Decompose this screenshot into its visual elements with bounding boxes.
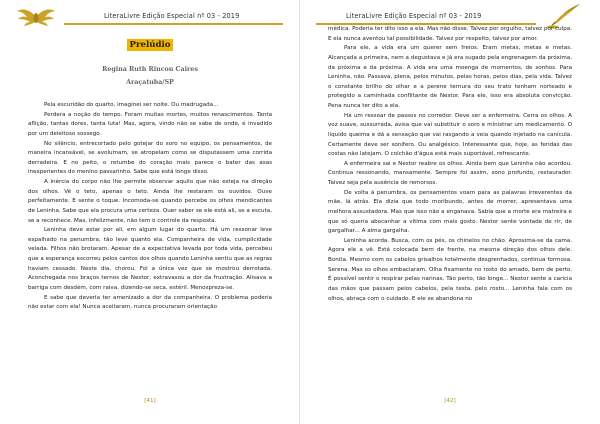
paragraph: Para ele, a vida era um querer sem freios. Eram metas, metas e metas. Alcançada a primeira, nem a degustava e já era sugado pela engrenagem da próxima, da próxima e da próxima. A vida era uma moenga de momentos, de sonhos. Para Leninha, não. Passava, plena, pelos minutos, pelas horas, pelos dias, pela vida. Talvez o constante brilho do olhar e a perene ternura do seu trato tenham norteado e protegido a caminhada conflitante de Nestor. Para ele, isso era absoluta convicção. Pena nunca ter dito a ela. xyxy=(328,45,572,109)
paragraph: De volta à penumbra, os pensamentos voam para as palavras irreverentes da mãe, lá atrás. Ela dizia que todo moribundo, antes de morrer, apresentava uma melhora assustadora. Mas que isso não a enganava. Sabia que a morte era matreira e que só queria abocanhar a vítima com mais gosto. Nestor sente vontade de rir, de gargalhar... A alma gargalha. xyxy=(328,189,572,235)
paragraph: No silêncio, entrecortado pelo gotejar do soro no equipo, os pensamentos, de maneira incansável, se avolumam, se atropelam como se disputassem uma corrida derradeira. E no peito, o retumbe do coração mais parece o bater das asas inexperientes do menino passarinho. Sabe que está longe disso. xyxy=(28,140,272,176)
paragraph: A enfermeira sai e Nestor reabre os olhos. Ainda bem que Leninha não acordou. Continua ressonando, mansamente. Sempre foi assim, sono profundo, restaurador. Talvez seja pela ausência de remorsos. xyxy=(328,160,572,186)
running-title: LiteraLivre Edição Especial nº 03 - 2019 xyxy=(346,12,482,20)
paragraph: Há um ressoar de passos no corredor. Deve ser a enfermeira. Cerra os olhos. A voz suave, sussurrada, avisa que vai substituir o soro e ministrar um medicamento. O líquido queima e dá a sensação que vai rasgando a veia quando injetado na canícula. Certamente deve ser sonífero. Ou analgésico. Interessante que, hoje, as feridas das costas não latejam. O colchão d'água está mais suportável, refrescante. xyxy=(328,112,572,158)
body-text xyxy=(28,101,272,313)
paragraph: E sabe que deveria ter amenizado a dor da companheira. O problema poderia não estar com ela! Nunca aceitaram, nunca procuraram orientação xyxy=(28,294,272,311)
body-text xyxy=(328,25,572,304)
winged-logo-icon xyxy=(16,3,56,29)
running-title: LiteraLivre Edição Especial nº 03 - 2019 xyxy=(104,12,240,20)
page-number: [41] xyxy=(144,398,156,404)
header-rule xyxy=(64,23,283,25)
paragraph: médica. Poderia ter dito isso a ela. Mas não disse. Talvez por orgulho, talvez por culpa. E ela nunca aventou tal possibilidade. Talvez por respeito, talvez por amor. xyxy=(328,26,572,42)
right-page xyxy=(300,0,600,424)
paragraph: Perdera a noção do tempo. Foram muitas mortes, muitos renascimentos. Tanta aflição, tantas dores, tanta luta! Mas, agora, vindo não se sabe de onde, é invadido por um deleitoso sossego. xyxy=(28,111,272,137)
paragraph: Leninha deve estar por ali, em algum lugar do quarto. Há um ressonar leve espalhado na penumbra, tão leve quanto ela. Companheira de vida, cumplicidade velada. Filhos não brotaram. Apesar de a expectativa levada por toda vida, percebeu que a esperança escorreu pelos cantos dos olhos quando Leninha sentiu que as regras haviam cessado. Neste dia, chorou. Foi a única vez que se mostrou derrotada. Aconchegada nos braços ternos de Nestor, extravasou a dor da frustração. Alisava a barriga com desdém, com raiva, dizendo-se seca, estéril. Menospreza-se. xyxy=(28,227,272,291)
paragraph: A inércia do corpo não lhe permite observar aquilo que não esteja na direção dos olhos. Vê o teto, apenas o teto. Ainda lhe restaram os ouvidos. Ouve perfeitamente. E sente o toque. Incomoda-se quando percebe os olhos mendicantes de Leninha. Sabe que ela procura uma certeza. Quer saber se ele está ali, se a escuta, se a reconhece. Mas, infelizmente, não tem o controle da resposta. xyxy=(28,179,272,224)
page-header xyxy=(16,3,283,29)
paragraph: Pela escuridão do quarto, imaginei ser noite. Ou madrugada... xyxy=(44,102,219,108)
paragraph: Leninha acorda. Busca, com os pés, os chinelos no chão. Aproxima-se da cama. Agora ele a vê. Está colocada bem de frente, na mesma direção dos olhos dele. Bonita. Mesmo com os cabelos grisalhos totalmente desgrenhados, continua formosa. Serena. Mas os olhos embaciaram. Olha fixamente no rosto do amado, bem de perto. É possível sentir o respirar pelas narinas. Tão perto, tão longe... Nestor sente a carícia das mãos que passam pelos cabelos, pela testa, pelo rosto... Leninha fala com os olhos, abraça com o cuidado. E ele se abandona no xyxy=(328,237,572,302)
page-number: [42] xyxy=(444,398,456,404)
author-name: Regina Ruth Rincon Caires xyxy=(102,66,198,73)
story-title: Prelúdio xyxy=(0,40,300,50)
author-location: Araçatuba/SP xyxy=(126,79,174,86)
